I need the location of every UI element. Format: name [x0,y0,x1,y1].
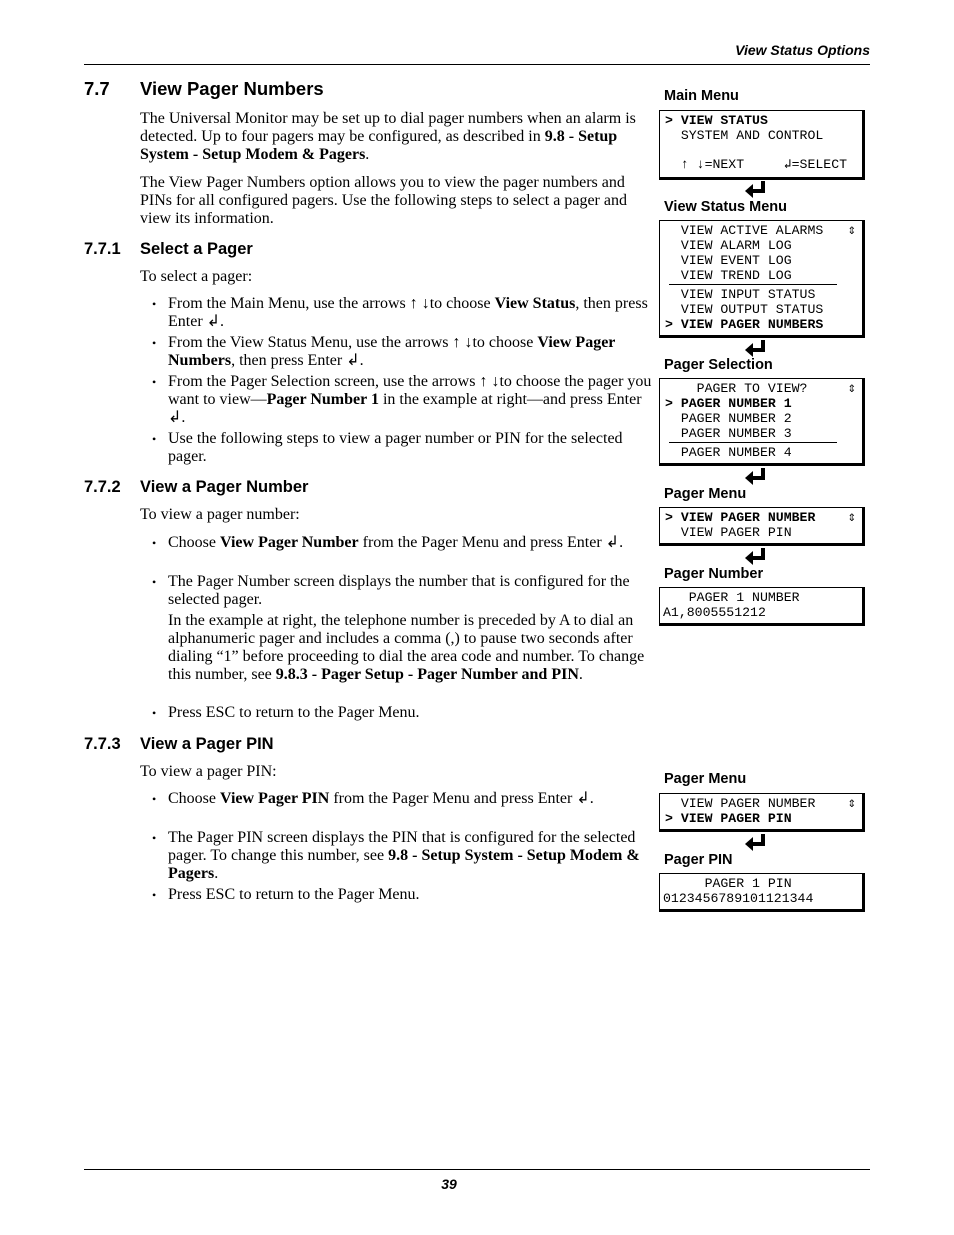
main-menu-screen: > VIEW STATUS SYSTEM AND CONTROL ↑ ↓=NEXT ↲=SELECT [659,110,865,180]
list-item: • Use the following steps to view a pager number or PIN for the selected pager. [152,430,623,465]
list-item: • Choose View Pager PIN from the Pager Menu and press Enter ↲. [152,790,594,807]
list-item: • The Pager PIN screen displays the PIN that is configured for the selected pager. To change this number, see 9.8 - Setup System - Setup Modem & Pagers. [152,829,640,882]
subsection-heading-7-7-1: 7.7.1 Select a Pager [84,240,253,258]
enter-arrow-icon [744,547,768,565]
pager-number-screen: PAGER 1 NUMBER A1,8005551212 [659,587,865,626]
enter-arrow-icon [744,339,768,357]
running-header: View Status Options [735,42,870,58]
screen-label: Pager PIN [664,852,733,868]
enter-arrow-icon [744,180,768,198]
screen-label: Pager Menu [664,771,747,787]
footer-rule [84,1169,870,1170]
screen-label: View Status Menu [664,199,788,215]
list-item-continuation: In the example at right, the telephone number is preceded by A to dial an alphanumeric pager and includes a comma (,) to pause two seconds after dialing “1” before proceeding to dial the area code and number. To change this number, see 9.8.3 - Pager Setup - Pager Number and PIN. [168,612,645,683]
screen-divider [669,442,837,443]
enter-arrow-icon [744,833,768,851]
intro-paragraph-2: The View Pager Numbers option allows you to view the pager numbers and PINs for all configured pagers. Use the following steps to select a pager and view its information. [140,174,627,227]
section-title: View Pager Numbers [140,78,324,99]
cross-reference: 9.8.3 - Pager Setup - Pager Number and PIN [275,666,579,683]
up-down-arrow-icon: ⇕ [847,223,856,239]
view-status-menu-screen: VIEW ACTIVE ALARMS VIEW ALARM LOG VIEW EVENT LOG VIEW TREND LOG VIEW INPUT STATUS VIEW OUTPUT STATUS > VIEW PAGER NUMBERS ⇕ [659,220,865,338]
list-item: • Press ESC to return to the Pager Menu. [152,886,420,903]
screen-label: Pager Menu [664,486,747,502]
section-number: 7.7 [84,78,110,99]
pager-pin-screen: PAGER 1 PIN 0123456789101121344 [659,873,865,912]
list-item: • From the View Status Menu, use the arrows ↑ ↓to choose View Pager Numbers, then press Enter ↲. [152,334,616,369]
list-item: • The Pager Number screen displays the number that is configured for the selected pager. [152,573,630,608]
header-rule [84,64,870,65]
pager-menu-screen: VIEW PAGER NUMBER > VIEW PAGER PIN ⇕ [659,793,865,832]
subsection-heading-7-7-2: 7.7.2 View a Pager Number [84,478,309,496]
list-item: • Press ESC to return to the Pager Menu. [152,704,420,721]
lead-text: To select a pager: [140,268,253,285]
list-item: • From the Main Menu, use the arrows ↑ ↓to choose View Status, then press Enter ↲. [152,295,648,330]
pager-menu-screen: > VIEW PAGER NUMBER VIEW PAGER PIN ⇕ [659,507,865,546]
lead-text: To view a pager PIN: [140,763,277,780]
screen-label: Pager Selection [664,357,773,373]
screen-label: Main Menu [664,88,739,104]
up-down-arrow-icon: ⇕ [847,381,856,397]
up-down-arrow-icon: ⇕ [847,796,856,812]
up-down-arrow-icon: ⇕ [847,510,856,526]
screen-divider [669,284,837,285]
cross-reference: 9.8 - Setup System - Setup Modem & Pagers [140,128,618,163]
intro-paragraph-1: The Universal Monitor may be set up to dial pager numbers when an alarm is detected. Up to four pagers may be configured, as described in 9.8 - Setup System - Setup Modem & Pagers. [140,110,636,163]
lead-text: To view a pager number: [140,506,300,523]
subsection-heading-7-7-3: 7.7.3 View a Pager PIN [84,735,274,753]
page-number: 39 [441,1176,457,1192]
enter-arrow-icon [744,467,768,485]
pager-selection-screen: PAGER TO VIEW? > PAGER NUMBER 1 PAGER NUMBER 2 PAGER NUMBER 3 PAGER NUMBER 4 ⇕ [659,378,865,466]
list-item: • Choose View Pager Number from the Pager Menu and press Enter ↲. [152,534,624,551]
list-item: • From the Pager Selection screen, use the arrows ↑ ↓to choose the pager you want to view—Pager Number 1 in the example at right—and press Enter ↲. [152,373,652,426]
section-heading [84,78,324,100]
screen-label: Pager Number [664,566,764,582]
